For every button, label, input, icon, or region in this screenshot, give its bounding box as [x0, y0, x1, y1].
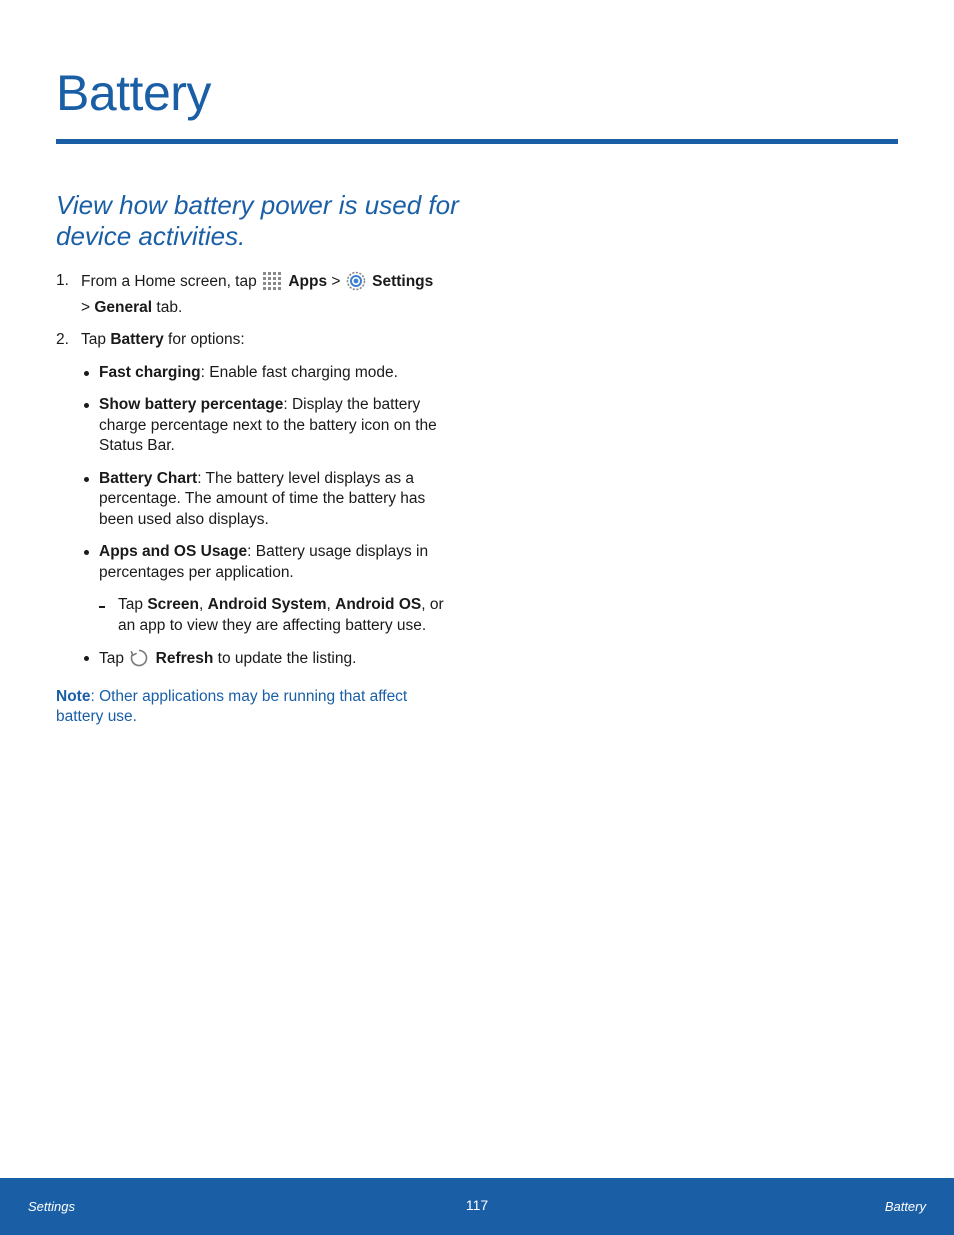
page-number: 117: [465, 1197, 489, 1213]
step-text: for options:: [168, 331, 245, 348]
note-label: Note: [56, 687, 91, 705]
option-term: Fast charging: [99, 363, 201, 381]
sub-options-list: [99, 595, 456, 636]
battery-label: Battery: [110, 331, 164, 348]
refresh-label: Refresh: [155, 650, 214, 667]
option-term: Apps and OS Usage: [99, 543, 248, 560]
sub-text: Tap: [118, 596, 143, 613]
page-title: Battery: [56, 65, 211, 121]
separator: >: [81, 298, 91, 316]
step-1: [56, 271, 456, 318]
android-system-label: Android System: [207, 596, 327, 613]
step-text: tab.: [156, 298, 183, 316]
option-show-battery-percentage: [81, 395, 456, 457]
page-footer: [0, 1178, 954, 1235]
option-term: Show battery percentage: [99, 396, 284, 413]
option-desc: : Display the battery charge percentage next to the battery icon on the Status Bar.: [99, 396, 437, 454]
option-desc: : The battery level displays as a percentage. The amount of time the battery has been used also displays.: [99, 469, 426, 528]
separator: >: [331, 273, 341, 290]
sub-text: , or an app to view they are affecting battery use.: [118, 596, 444, 634]
refresh-icon: [129, 648, 149, 675]
step-number: 2.: [56, 331, 69, 348]
title-divider: [56, 139, 898, 144]
option-battery-chart: [81, 469, 456, 531]
footer-chapter-label: Battery: [884, 1199, 926, 1214]
step-text: Tap: [81, 331, 106, 348]
option-text: to update the listing.: [217, 650, 357, 667]
steps-list: [56, 271, 456, 675]
settings-gear-icon: [346, 271, 366, 298]
step-number: 1.: [56, 272, 69, 289]
note: [56, 687, 446, 728]
option-desc: : Battery usage displays in percentages per application.: [99, 543, 429, 581]
apps-grid-icon: [262, 271, 282, 298]
apps-label: Apps: [288, 273, 328, 290]
section-subtitle: View how battery power is used for device activities.: [56, 190, 459, 251]
instructions: [56, 271, 456, 728]
footer-section-label: Settings: [28, 1199, 75, 1214]
sub-option: Tap Screen, Android System, Android OS, or an app to view they are affecting battery use.: [99, 595, 456, 636]
step-text: From a Home screen, tap: [81, 273, 257, 290]
option-text: Tap: [99, 650, 124, 667]
screen-label: Screen: [147, 596, 200, 613]
option-term: Battery Chart: [99, 469, 198, 487]
general-label: General: [94, 298, 153, 316]
settings-label: Settings: [372, 273, 434, 290]
note-text: : Other applications may be running that affect battery use.: [56, 687, 408, 725]
step-2: [56, 330, 456, 675]
option-refresh: [81, 648, 456, 675]
options-list: [81, 363, 456, 675]
option-fast-charging: [81, 363, 456, 384]
android-os-label: Android OS: [335, 596, 422, 613]
option-apps-and-os-usage: [81, 542, 456, 636]
option-desc: : Enable fast charging mode.: [200, 363, 398, 381]
